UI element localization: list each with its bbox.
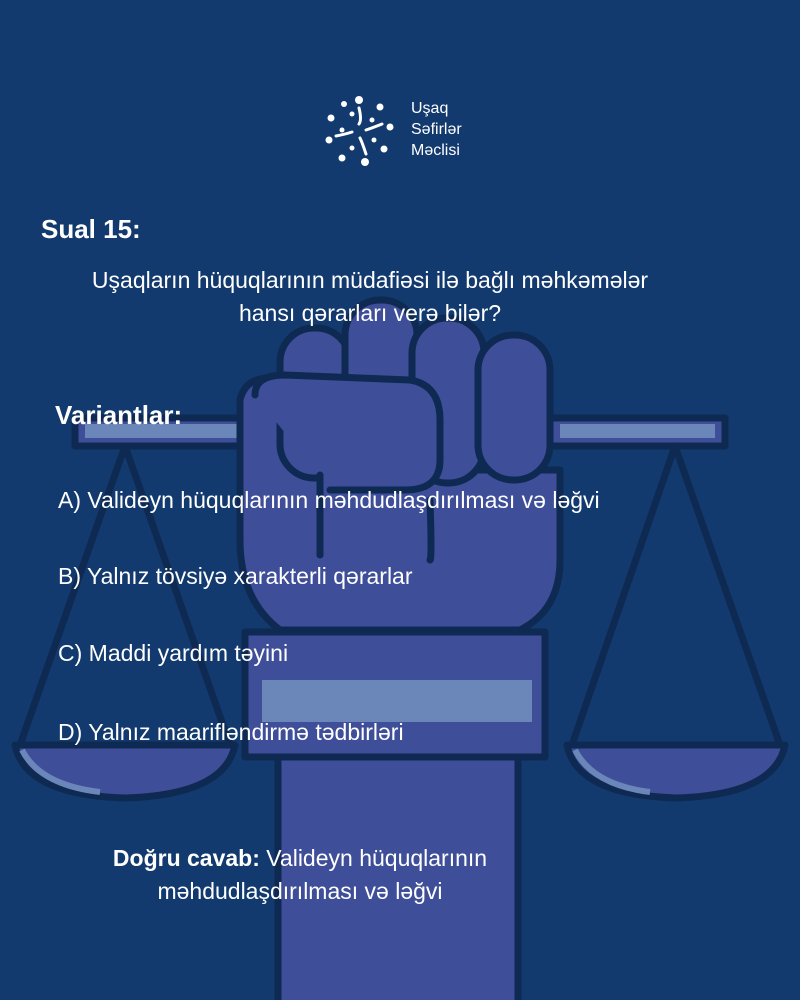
answer-text-line-1: Valideyn hüquqlarının <box>259 845 488 871</box>
option-c: C) Maddi yardım təyini <box>58 640 289 666</box>
correct-answer <box>40 842 560 908</box>
question-title: Sual 15: <box>41 214 141 244</box>
logo-line-3: Məclisi <box>411 142 460 159</box>
starburst-logo-icon <box>322 94 396 168</box>
question-text <box>20 264 720 330</box>
option-b: B) Yalnız tövsiyə xarakterli qərarlar <box>58 563 413 589</box>
question-line-2: hansı qərarları verə bilər? <box>238 300 502 326</box>
logo-text <box>411 98 462 161</box>
organization-logo <box>322 94 482 174</box>
option-a: A) Valideyn hüquqlarının məhdudlaşdırılması və ləğvi <box>58 487 600 513</box>
answer-text-line-2: məhdudlaşdırılması və ləğvi <box>157 878 443 904</box>
question-line-1: Uşaqların hüquqlarının müdafiəsi ilə bağlı məhkəmələr <box>91 267 649 293</box>
logo-line-2: Səfirlər <box>411 121 462 138</box>
variants-label: Variantlar: <box>55 400 183 430</box>
logo-line-1: Uşaq <box>411 100 449 117</box>
answer-label: Doğru cavab: <box>112 845 260 871</box>
option-d: D) Yalnız maarifləndirmə tədbirləri <box>58 719 404 745</box>
